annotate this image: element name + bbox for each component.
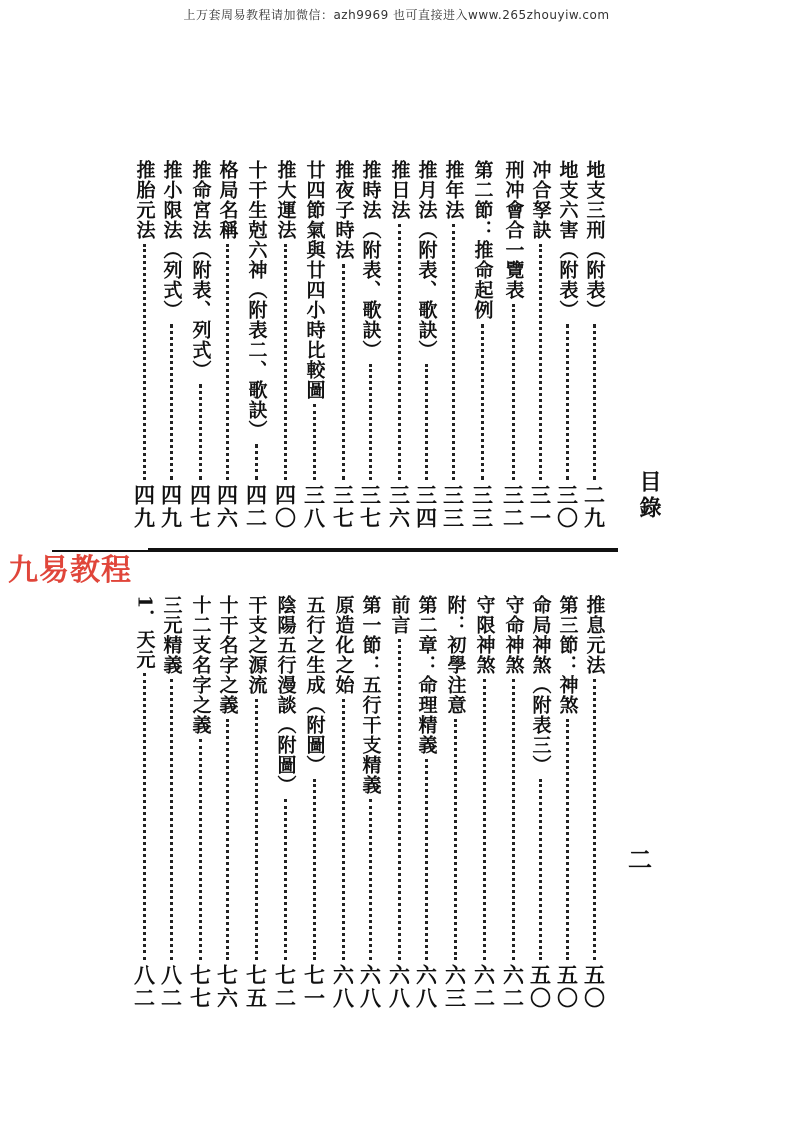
toc-entry: 推月法（附表、歌訣） 三四 [413, 160, 439, 530]
watermark: 九易教程 [8, 553, 132, 588]
toc-entry: 命局神煞（附表三） 五〇 [527, 595, 553, 1010]
toc-entry: 守限神煞 六二 [471, 595, 497, 1010]
toc-section-heading: 第一節：五行干支精義 六八 [357, 595, 383, 1010]
toc-entry: 推小限法（列式） 四九 [158, 160, 184, 530]
toc-entry: 五行之生成（附圖） 七一 [301, 595, 327, 1010]
toc-entry: 廿四節氣與廿四小時比較圖 三八 [301, 160, 327, 530]
toc-entry: 附：初學注意 六三 [442, 595, 468, 1010]
toc-entry: 推命宮法（附表、列式） 四七 [187, 160, 213, 530]
section-title: 目錄 [636, 470, 662, 522]
toc-entry: 前言 六八 [386, 595, 412, 1010]
toc-entry: 三元精義 八二 [158, 595, 184, 1010]
toc-chapter-heading: 第二章：命理精義 六八 [413, 595, 439, 1010]
toc-section-heading: 第三節：神煞 五〇 [554, 595, 580, 1010]
toc-entry: 守命神煞 六二 [500, 595, 526, 1010]
toc-entry: 刑冲會合一覽表 三二 [500, 160, 526, 530]
toc-entry: 十干生尅六神（附表二、歌訣） 四二 [243, 160, 269, 530]
top-banner: 上万套周易教程请加微信：azh9969 也可直接进入www.265zhouyiw.com [183, 8, 610, 22]
toc-entry: 格局名稱 四六 [214, 160, 240, 530]
toc-entry: 地支三刑（附表） 二九 [581, 160, 607, 530]
toc-entry: 十二支名字之義 七七 [187, 595, 213, 1010]
toc-entry: 冲合孥訣 三一 [527, 160, 553, 530]
toc-entry: 原造化之始 六八 [330, 595, 356, 1010]
toc-entry: 推息元法 五〇 [581, 595, 607, 1010]
toc-entry: 十干名字之義 七六 [214, 595, 240, 1010]
toc-entry: 地支六害（附表） 三〇 [554, 160, 580, 530]
toc-entry: 1．天元 八二 [131, 595, 157, 1010]
page-number: 二 [628, 845, 652, 874]
toc-entry: 干支之源流 七五 [243, 595, 269, 1010]
toc-section-heading: 第二節：推命起例 三三 [469, 160, 495, 530]
toc-entry: 推日法 三六 [386, 160, 412, 530]
toc-entry: 推年法 三三 [440, 160, 466, 530]
toc-entry: 推大運法 四〇 [272, 160, 298, 530]
toc-entry: 推夜子時法 三七 [330, 160, 356, 530]
toc-entry: 推時法（附表、歌訣） 三七 [357, 160, 383, 530]
toc-entry: 陰陽五行漫談（附圖） 七二 [272, 595, 298, 1010]
divider-line [148, 548, 618, 552]
toc-entry: 推胎元法 四九 [131, 160, 157, 530]
